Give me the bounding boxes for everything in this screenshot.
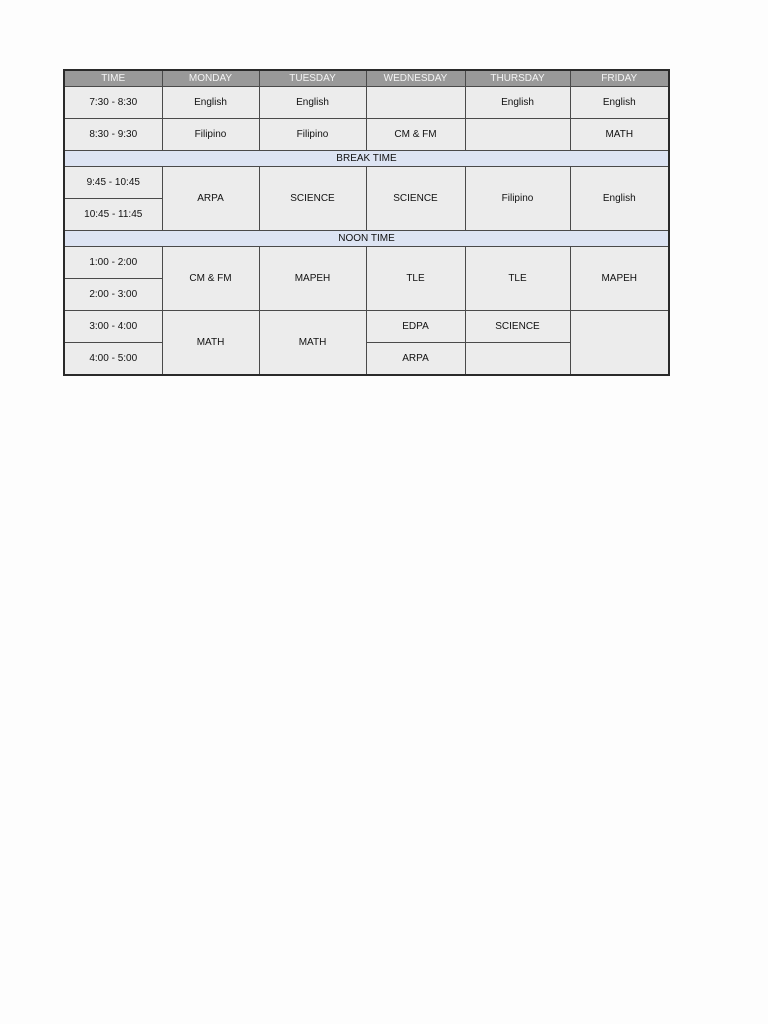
header-friday: FRIDAY bbox=[570, 70, 669, 87]
table-row bbox=[64, 247, 669, 279]
table-row bbox=[64, 87, 669, 119]
break-time-row bbox=[64, 151, 669, 167]
table-row bbox=[64, 167, 669, 199]
time-cell: 8:30 - 9:30 bbox=[64, 119, 162, 151]
header-thursday: THURSDAY bbox=[465, 70, 570, 87]
tuesday-cell: SCIENCE bbox=[259, 167, 366, 231]
time-cell: 9:45 - 10:45 bbox=[64, 167, 162, 199]
friday-cell: MATH bbox=[570, 119, 669, 151]
tuesday-cell: MAPEH bbox=[259, 247, 366, 311]
monday-cell: English bbox=[162, 87, 259, 119]
friday-cell bbox=[570, 311, 669, 376]
header-monday: MONDAY bbox=[162, 70, 259, 87]
wednesday-cell: TLE bbox=[366, 247, 465, 311]
noon-time-row bbox=[64, 231, 669, 247]
tuesday-cell: Filipino bbox=[259, 119, 366, 151]
thursday-cell: SCIENCE bbox=[465, 311, 570, 343]
header-row bbox=[64, 70, 669, 87]
friday-cell: MAPEH bbox=[570, 247, 669, 311]
break-time-label: BREAK TIME bbox=[64, 151, 669, 167]
friday-cell: English bbox=[570, 167, 669, 231]
thursday-cell bbox=[465, 119, 570, 151]
monday-cell: CM & FM bbox=[162, 247, 259, 311]
thursday-cell: English bbox=[465, 87, 570, 119]
wednesday-cell: SCIENCE bbox=[366, 167, 465, 231]
time-cell: 4:00 - 5:00 bbox=[64, 343, 162, 376]
friday-cell: English bbox=[570, 87, 669, 119]
tuesday-cell: MATH bbox=[259, 311, 366, 376]
noon-time-label: NOON TIME bbox=[64, 231, 669, 247]
header-wednesday: WEDNESDAY bbox=[366, 70, 465, 87]
wednesday-cell bbox=[366, 87, 465, 119]
thursday-cell: TLE bbox=[465, 247, 570, 311]
wednesday-cell: CM & FM bbox=[366, 119, 465, 151]
wednesday-cell: EDPA bbox=[366, 311, 465, 343]
time-cell: 10:45 - 11:45 bbox=[64, 199, 162, 231]
time-cell: 1:00 - 2:00 bbox=[64, 247, 162, 279]
thursday-cell bbox=[465, 343, 570, 376]
monday-cell: Filipino bbox=[162, 119, 259, 151]
wednesday-cell: ARPA bbox=[366, 343, 465, 376]
table-row bbox=[64, 119, 669, 151]
class-schedule-table bbox=[63, 69, 670, 376]
time-cell: 7:30 - 8:30 bbox=[64, 87, 162, 119]
thursday-cell: Filipino bbox=[465, 167, 570, 231]
time-cell: 2:00 - 3:00 bbox=[64, 279, 162, 311]
time-cell: 3:00 - 4:00 bbox=[64, 311, 162, 343]
monday-cell: ARPA bbox=[162, 167, 259, 231]
table-row bbox=[64, 311, 669, 343]
header-tuesday: TUESDAY bbox=[259, 70, 366, 87]
tuesday-cell: English bbox=[259, 87, 366, 119]
header-time: TIME bbox=[64, 70, 162, 87]
monday-cell: MATH bbox=[162, 311, 259, 376]
